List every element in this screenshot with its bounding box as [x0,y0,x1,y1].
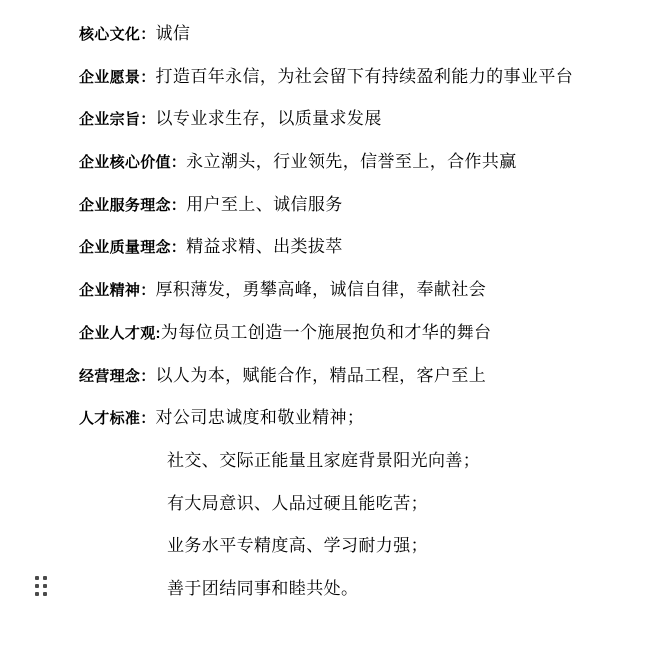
paragraph-text: 厚积薄发，勇攀高峰，诚信自律，奉献社会 [155,280,487,300]
paragraph-label: 企业愿景： [79,68,156,86]
paragraph[interactable] [79,184,647,227]
paragraph-text: 精益求精、出类拔萃 [186,237,343,257]
paragraph[interactable] [167,568,647,611]
paragraph-label: 企业宗旨： [79,111,156,129]
paragraph[interactable] [167,483,647,526]
drag-handle-icon[interactable] [35,576,47,596]
paragraph[interactable] [79,56,647,99]
paragraph-label: 企业人才观: [79,324,161,342]
paragraph-text: 诚信 [155,24,191,43]
paragraph-text: 社交、交际正能量且家庭背景阳光向善； [167,450,481,470]
paragraph[interactable] [79,98,647,141]
drag-handle-dot [35,592,39,596]
paragraph-text: 用户至上、诚信服务 [186,194,343,214]
paragraph[interactable] [167,440,647,483]
drag-handle-dot [35,576,39,580]
paragraph-text: 以人为本，赋能合作，精品工程，客户至上 [155,365,487,385]
drag-handle-dot [43,592,47,596]
paragraph-text: 有大局意识、人品过硬且能吃苦； [167,493,428,513]
paragraph-label: 企业核心价值： [79,154,187,172]
paragraph-label: 人才标准： [79,410,156,428]
drag-handle-dot [43,584,47,588]
paragraph[interactable] [79,312,647,355]
paragraph-text: 为每位员工创造一个施展抱负和才华的舞台 [160,322,492,342]
paragraph[interactable] [79,397,647,440]
paragraph-text: 业务水平专精度高、学习耐力强； [167,536,428,556]
paragraph[interactable] [79,141,647,184]
paragraph[interactable] [79,13,647,56]
paragraph[interactable] [167,525,647,568]
paragraph-text: 打造百年永信，为社会留下有持续盈利能力的事业平台 [155,66,574,86]
paragraph-label: 企业精神： [79,282,156,300]
paragraph-text: 以专业求生存，以质量求发展 [155,109,382,129]
paragraph-text: 永立潮头，行业领先，信誉至上，合作共赢 [186,152,517,172]
document-body [79,13,647,611]
paragraph[interactable] [79,269,647,312]
paragraph-label: 企业服务理念： [79,196,187,214]
drag-handle-dot [35,584,39,588]
drag-handle-dot [43,576,47,580]
paragraph-label: 核心文化： [79,26,156,43]
paragraph[interactable] [79,226,647,269]
paragraph-text: 对公司忠诚度和敬业精神； [155,408,365,428]
paragraph-label: 企业质量理念： [79,239,187,257]
paragraph[interactable] [79,355,647,398]
paragraph-label: 经营理念： [79,367,156,385]
paragraph-text: 善于团结同事和睦共处。 [167,578,359,598]
